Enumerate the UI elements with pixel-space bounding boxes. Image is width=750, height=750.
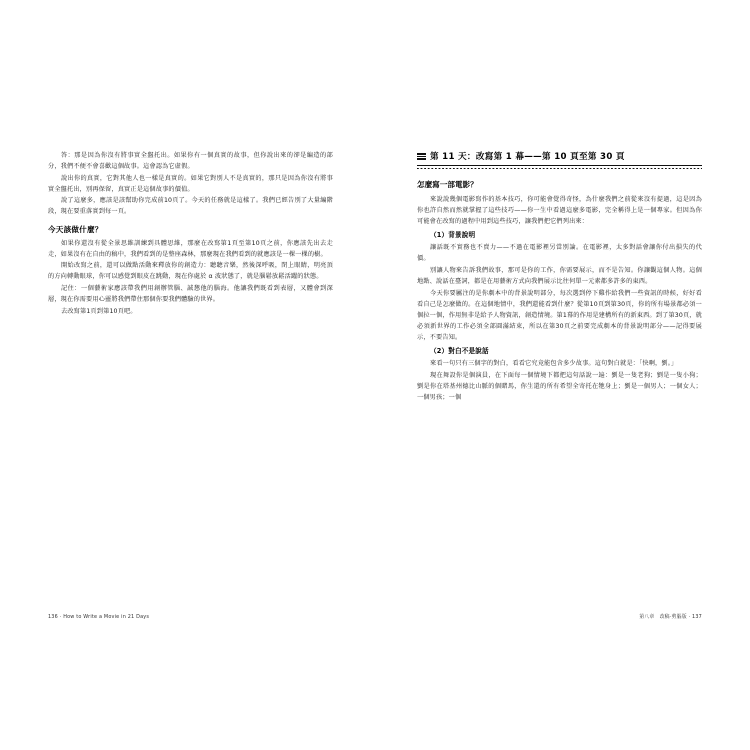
banner-rule <box>417 165 702 166</box>
book-spread <box>0 150 750 620</box>
paragraph: 別讓人物來告訴我們故事，那可是你的工作，你需要展示，而不是告知。你讓觀這個人物。這個地點、說話在臺詞，都是在用藝術方式向我們展示比往何單一元素都多許多的東西。 <box>417 267 702 286</box>
subsection-title: （1）背景說明 <box>430 231 476 240</box>
paragraph: 來看一句只有三個字的對白，看看它究竟能包含多少故事。這句對白就是：「快啊，劉。」 <box>430 360 678 368</box>
day-banner <box>417 150 702 170</box>
paragraph: 說出你的真實，它對其他人也一樣是真實的。如果它對別人不是真實的，那只是因為你沒有將事實全盤托出，別再保留，真實正是這個故事的價值。 <box>48 174 333 193</box>
paragraph: 今天你要屬注的是你劇本中的背景說明部分，每次選到停下雞作給我們一些資訊的時候，好好看看自己是怎麼做的。在這個地情中，我們還能看到什麼？從第10頁到第30頁，你的所有場景都必須一個拉一個，作用無非是給予人物資訊，創造情境。第1幕的作用是建構所有的新東西。到了第30頁，就必須新世界的工作必須全部圓滿結束，所以在第30頁之前要完成劇本的背景說明部分——記得要展示，不要告知。 <box>417 289 702 342</box>
right-page-footer: 第八章 改稿·剪腦版 · 137 <box>639 614 702 620</box>
paragraph: 如果你還沒有從全景思維訓練到具體思維，那麼在改寫第1頁至第10頁之前，你應該先出去走走，如果沒有在自由的稿中，我們看到的是整座森林，那麼現在我們看到的就應該是一棵一棵的樹。 <box>48 239 333 258</box>
paragraph: 現在舞設你是個演員，在下面每一個情境下都把這句話說一遍：劉是一隻老狗；劉是一隻小狗；劉是你在塔基州德比山脈的個賭馬，你生還的所有希望全寄托在牠身上；劉是一個男人；一個女人；一個男孩；一個 <box>417 371 702 402</box>
left-page-section-heading: 今天該做什麼？ <box>48 224 103 234</box>
right-page-heading: 怎麼寫一部電影？ <box>417 179 478 189</box>
paragraph: 答：那是因為你沒有將事實全盤托出。如果你有一個真實的故事，但你說出來的卻是編造的部分，我們不便不會喜歡這個故事。這會認為它虛假。 <box>48 152 333 171</box>
day-title-row <box>417 150 702 164</box>
right-page-body <box>417 194 702 403</box>
paragraph: 記住：一個藝術家應該帶我們用創辦管腦、誠懇他的腦海。他讓我們既看到表層，又體會到深層，現在你需要用心靈將我們帶住那個你要我們體驗的世界。 <box>48 285 333 304</box>
subsection-title: （2）對白不是說話 <box>430 347 489 356</box>
right-page <box>375 150 750 620</box>
paragraph: 開始改寫之前，還可以做點活動來釋放你的創造力：聽聽音樂，然後深呼吸，閉上眼睛，明亮頂的方向轉動眼球，你可以感覺到眼皮在跳動，現在你處於 α 波狀態了，就是腦鬆放鬆活躍的狀態。 <box>48 262 333 281</box>
paragraph: 去改寫第1頁到第10頁吧。 <box>61 307 137 315</box>
paragraph: 說了這麼多，應該是該幫助你完成前10頁了。今天的任務就是這樣了。我們已經告別了大量編階段，現在要重落實到每一頁。 <box>48 197 333 216</box>
paragraph: 來說說幾個電影寫作的基本技巧，你可能會覺得奇怪，為什麼我們之前從來沒有提過，這是因為你也許自然而然就掌握了這些技巧——你一生中看過這麼多電影，完全稱得上是一個專家。但因為你可能會在改寫的過程中用到這些技巧，讓我們把它們列出來： <box>417 195 702 226</box>
left-page-body <box>48 150 333 317</box>
banner-dotted-rule <box>417 168 702 170</box>
book-mark-icon <box>417 153 426 160</box>
paragraph: 讓話既不實務也不賣力——不過在電影裡另當別論。在電影裡，太多對話會讓你付出損失的代價。 <box>417 244 702 263</box>
left-page <box>0 150 375 620</box>
day-title: 第 11 天：改寫第 1 幕——第 10 頁至第 30 頁 <box>430 152 625 162</box>
left-page-footer: 136 · How to Write a Movie in 21 Days <box>48 614 150 620</box>
